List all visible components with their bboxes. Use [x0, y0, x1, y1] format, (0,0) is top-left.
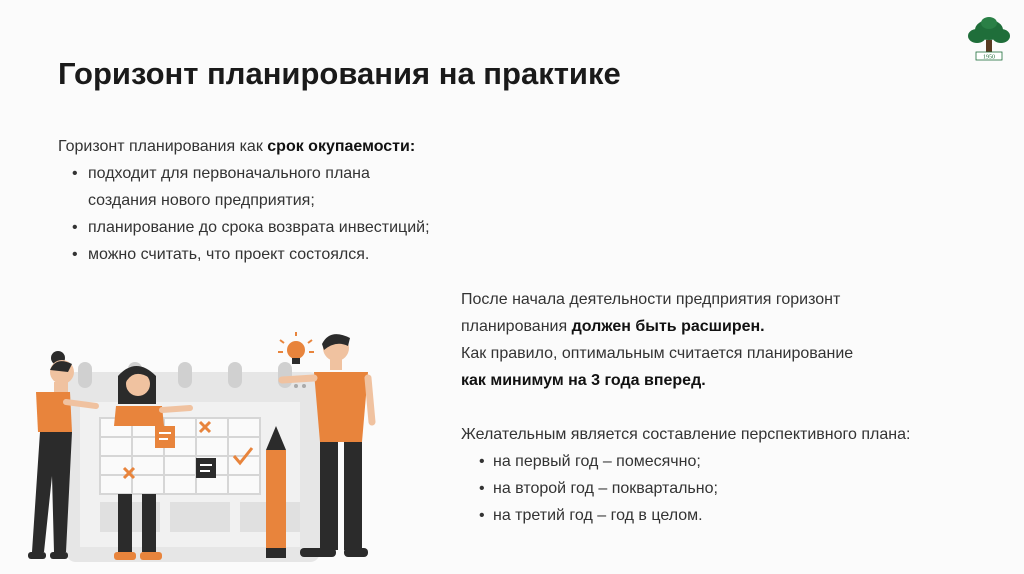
logo-year: 1950 [983, 54, 995, 61]
para-1-bold: должен быть расширен. [571, 318, 765, 335]
lightbulb-icon [278, 332, 314, 364]
bullet-1-line-2: создания нового предприятия; [88, 192, 315, 209]
page-title: Горизонт планирования на практике [58, 56, 621, 91]
extended-plan-section [461, 286, 1001, 529]
intro-bold: срок окупаемости: [267, 138, 416, 155]
para-1-line-1: После начала деятельности предприятия горизонт [461, 291, 841, 308]
para-2-line-2 [461, 367, 1001, 394]
para-2-line-1: Как правило, оптимальным считается планирование [461, 345, 854, 362]
list-item [58, 241, 498, 268]
payback-section [58, 133, 498, 268]
list-item: • на второй год – поквартально; [461, 475, 1001, 502]
bullet-1-line-1: • подходит для первоначального плана [88, 165, 370, 182]
para-1-prefix: планирования [461, 318, 572, 335]
spacer [461, 394, 1001, 421]
list-item: • на третий год – год в целом. [461, 502, 1001, 529]
list-item [58, 160, 498, 214]
tree-logo [962, 14, 1016, 66]
pencil [266, 426, 286, 558]
para-2-bold: как минимум на 3 года вперед. [461, 372, 706, 389]
list-item: • на первый год – помесячно; [461, 448, 1001, 475]
para-1-line-2 [461, 313, 1001, 340]
para-3: Желательным является составление перспективного плана: [461, 426, 911, 443]
planning-team-illustration [0, 326, 400, 574]
intro-text: Горизонт планирования как [58, 138, 268, 155]
bullet-2-text: планирование до срока возврата инвестиций; [88, 219, 430, 236]
payback-bullets [58, 160, 498, 268]
list-item [58, 214, 498, 241]
plan-bullets [461, 448, 1001, 529]
bullet-3-text: можно считать, что проект состоялся. [88, 246, 370, 263]
payback-intro [58, 133, 498, 160]
